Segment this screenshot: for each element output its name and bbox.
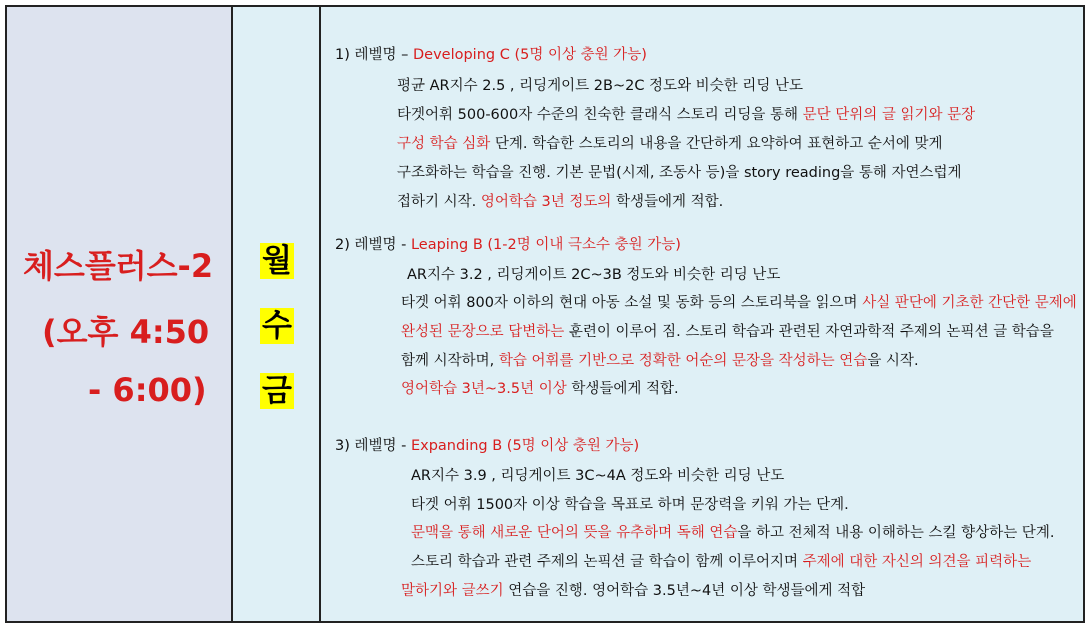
level-1-line <box>397 161 962 182</box>
day-wed: 수 <box>262 308 292 344</box>
text-segment: AR지수 3.2 , 리딩게이트 2C~3B 정도와 비슷한 리딩 난도 <box>407 267 781 283</box>
text-segment: 스토리 학습과 관련 주제의 논픽션 글 학습이 함께 이루어지며 <box>411 554 803 570</box>
text-segment: 학생들에게 적합. <box>611 194 724 210</box>
level-1-line <box>397 190 723 211</box>
text-segment: 사실 판단에 기초한 간단한 문제에 <box>862 295 1077 311</box>
text-segment: 훈련이 이루어 짐. 스토리 학습과 관련된 자연과학적 주제의 논픽션 글 학습을 <box>564 324 1054 340</box>
text-segment: 영어학습 3년 정도의 <box>480 194 612 210</box>
level-2-header-prefix: 2) 레벨명 - <box>335 237 411 253</box>
level-2-line <box>407 263 780 284</box>
day-fri: 금 <box>262 373 292 409</box>
text-segment: 주제에 대한 자신의 의견을 피력하는 <box>802 554 1032 570</box>
text-segment: 타겟 어휘 800자 이하의 현대 아동 소설 및 동화 등의 스토리북을 읽으며 <box>401 295 863 311</box>
level-1-header <box>335 43 647 64</box>
text-segment: 함께 시작하며, <box>401 353 499 369</box>
text-segment: 평균 AR지수 2.5 , 리딩게이트 2B~2C 정도와 비슷한 리딩 난도 <box>397 78 803 94</box>
level-3-line <box>401 579 865 600</box>
text-segment: AR지수 3.9 , 리딩게이트 3C~4A 정도와 비슷한 리딩 난도 <box>411 468 785 484</box>
level-2-line <box>401 320 1054 341</box>
level-1-name: Developing C (5명 이상 충원 가능) <box>412 47 647 63</box>
level-3-header <box>335 434 639 455</box>
level-2-line <box>401 291 1077 312</box>
class-title-cell <box>7 7 233 621</box>
text-segment: 접하기 시작. <box>397 194 481 210</box>
text-segment: 구성 학습 심화 <box>397 136 491 152</box>
text-segment: 을 시작. <box>867 353 919 369</box>
text-segment: 단계. 학습한 스토리의 내용을 간단하게 요약하여 표현하고 순서에 맞게 <box>490 136 943 152</box>
level-1-line <box>397 132 943 153</box>
level-2-line <box>401 349 919 370</box>
levels-cell <box>321 7 1083 621</box>
days-cell <box>233 7 321 621</box>
level-2-header <box>335 233 681 254</box>
text-segment: 타겟 어휘 1500자 이상 학습을 목표로 하며 문장력을 키워 가는 단계. <box>411 497 849 513</box>
level-3-line <box>411 521 1054 542</box>
class-time-start: (오후 4:50 <box>42 313 210 351</box>
text-segment: 타겟어휘 500-600자 수준의 친숙한 클래식 스토리 리딩을 통해 <box>397 107 803 123</box>
text-segment: 연습을 진행. 영어학습 3.5년~4년 이상 학생들에게 적합 <box>503 583 866 599</box>
text-segment: 구조화하는 학습을 진행. 기본 문법(시제, 조동사 등)을 story reading을 통해 자연스럽게 <box>397 165 962 181</box>
class-time-end: - 6:00) <box>88 371 207 409</box>
schedule-table <box>5 5 1085 623</box>
level-3-line <box>411 464 784 485</box>
text-segment: 말하기와 글쓰기 <box>401 583 504 599</box>
text-segment: 학습 어휘를 기반으로 정확한 어순의 문장을 작성하는 연습 <box>498 353 868 369</box>
level-3-name: Expanding B (5명 이상 충원 가능) <box>410 438 640 454</box>
text-segment: 문단 단위의 글 읽기와 문장 <box>802 107 976 123</box>
text-segment: 영어학습 3년~3.5년 이상 <box>401 381 567 397</box>
text-segment: 학생들에게 적합. <box>566 381 679 397</box>
class-name: 체스플러스-2 <box>23 247 214 285</box>
level-1-line <box>397 103 975 124</box>
level-3-line <box>411 493 849 514</box>
level-1-header-prefix: 1) 레벨명 – <box>335 47 413 63</box>
text-segment: 을 하고 전체적 내용 이해하는 스킬 향상하는 단계. <box>737 525 1055 541</box>
level-2-name: Leaping B (1-2명 이내 극소수 충원 가능) <box>410 237 681 253</box>
level-1-line <box>397 74 803 95</box>
text-segment: 문맥을 통해 새로운 단어의 뜻을 유추하며 독해 연습 <box>411 525 738 541</box>
text-segment: 완성된 문장으로 답변하는 <box>401 324 565 340</box>
level-3-header-prefix: 3) 레벨명 - <box>335 438 411 454</box>
day-mon: 월 <box>262 243 292 279</box>
level-3-line <box>411 550 1031 571</box>
level-2-line <box>401 377 679 398</box>
